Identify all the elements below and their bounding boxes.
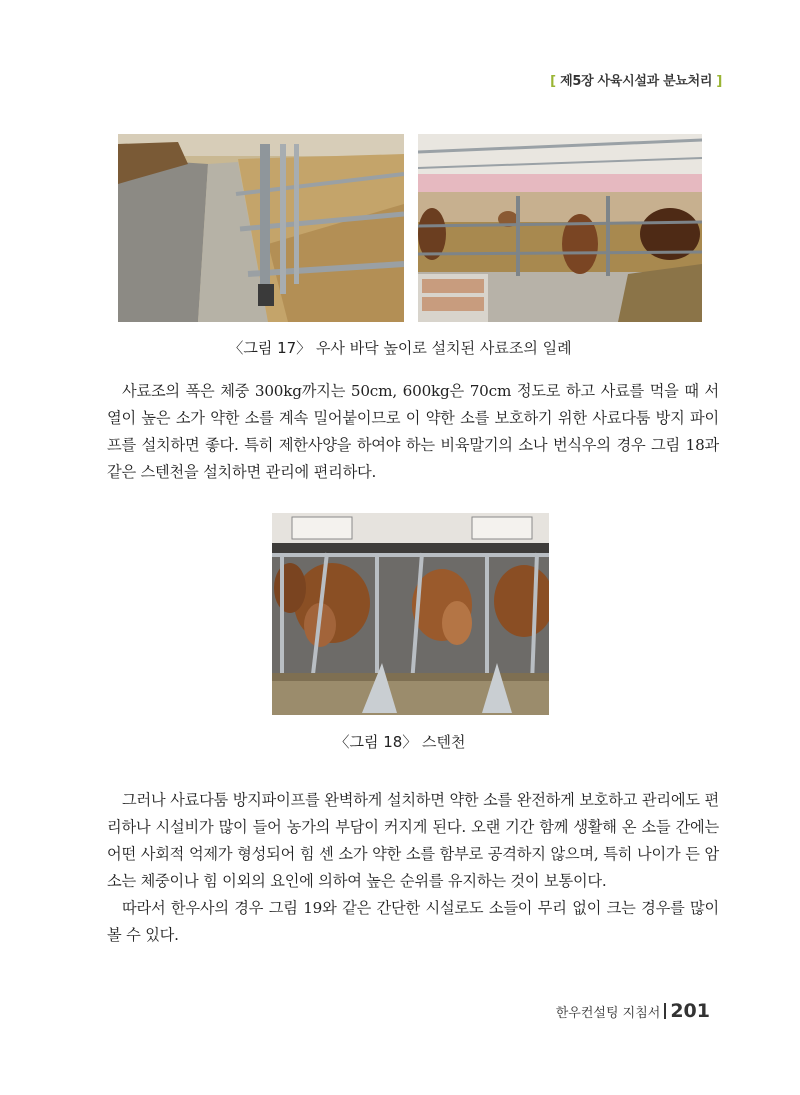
figure17-right-photo xyxy=(418,134,702,322)
figure17-caption: 〈그림 17〉 우사 바닥 높이로 설치된 사료조의 일례 xyxy=(228,339,572,357)
paragraph-3: 따라서 한우사의 경우 그림 19와 같은 간단한 시설로도 소들이 무리 없이 크는 경우를 많이 볼 수 있다. xyxy=(107,899,719,944)
page-number: 201 xyxy=(670,1000,710,1022)
header-close-bracket: ] xyxy=(716,74,722,89)
paragraph-2: 그러나 사료다툼 방지파이프를 완벽하게 설치하면 약한 소를 완전하게 보호하고 관리에도 편리하나 시설비가 많이 들어 농가의 부담이 커지게 된다. 오랜 기간 함께 생활해 온 소들 간에는 어떤 사회적 억제가 형성되어 힘 센 소가 약한 소를 함부로 공격하지 않으며, 특히 나이가 든 암소는 체중이나 힘 이외의 요인에 의하여 높은 순위를 유지하는 것이 보통이다. xyxy=(107,791,719,890)
paragraph-1: 사료조의 폭은 체중 300kg까지는 50cm, 600kg은 70cm 정도로 하고 사료를 먹을 때 서열이 높은 소가 약한 소를 계속 밀어붙이므로 이 약한 소를 보호하기 위한 사료다툼 방지 파이프를 설치하면 좋다. 특히 제한사양을 하여야 하는 비육말기의 소나 번식우의 경우 그림 18과 같은 스텐천을 설치하면 관리에 편리하다. xyxy=(107,382,719,481)
chapter-title: 제5장 사육시설과 분뇨처리 xyxy=(560,74,713,89)
chapter-header xyxy=(550,70,722,89)
figure18-photo xyxy=(272,513,549,715)
header-open-bracket: [ xyxy=(550,74,556,89)
page-footer xyxy=(556,1000,710,1022)
footer-divider xyxy=(664,1003,666,1019)
book-title: 한우컨설팅 지침서 xyxy=(555,1006,661,1021)
figure17-left-photo xyxy=(118,134,404,322)
figure18-caption: 〈그림 18〉 스텐천 xyxy=(334,733,466,751)
